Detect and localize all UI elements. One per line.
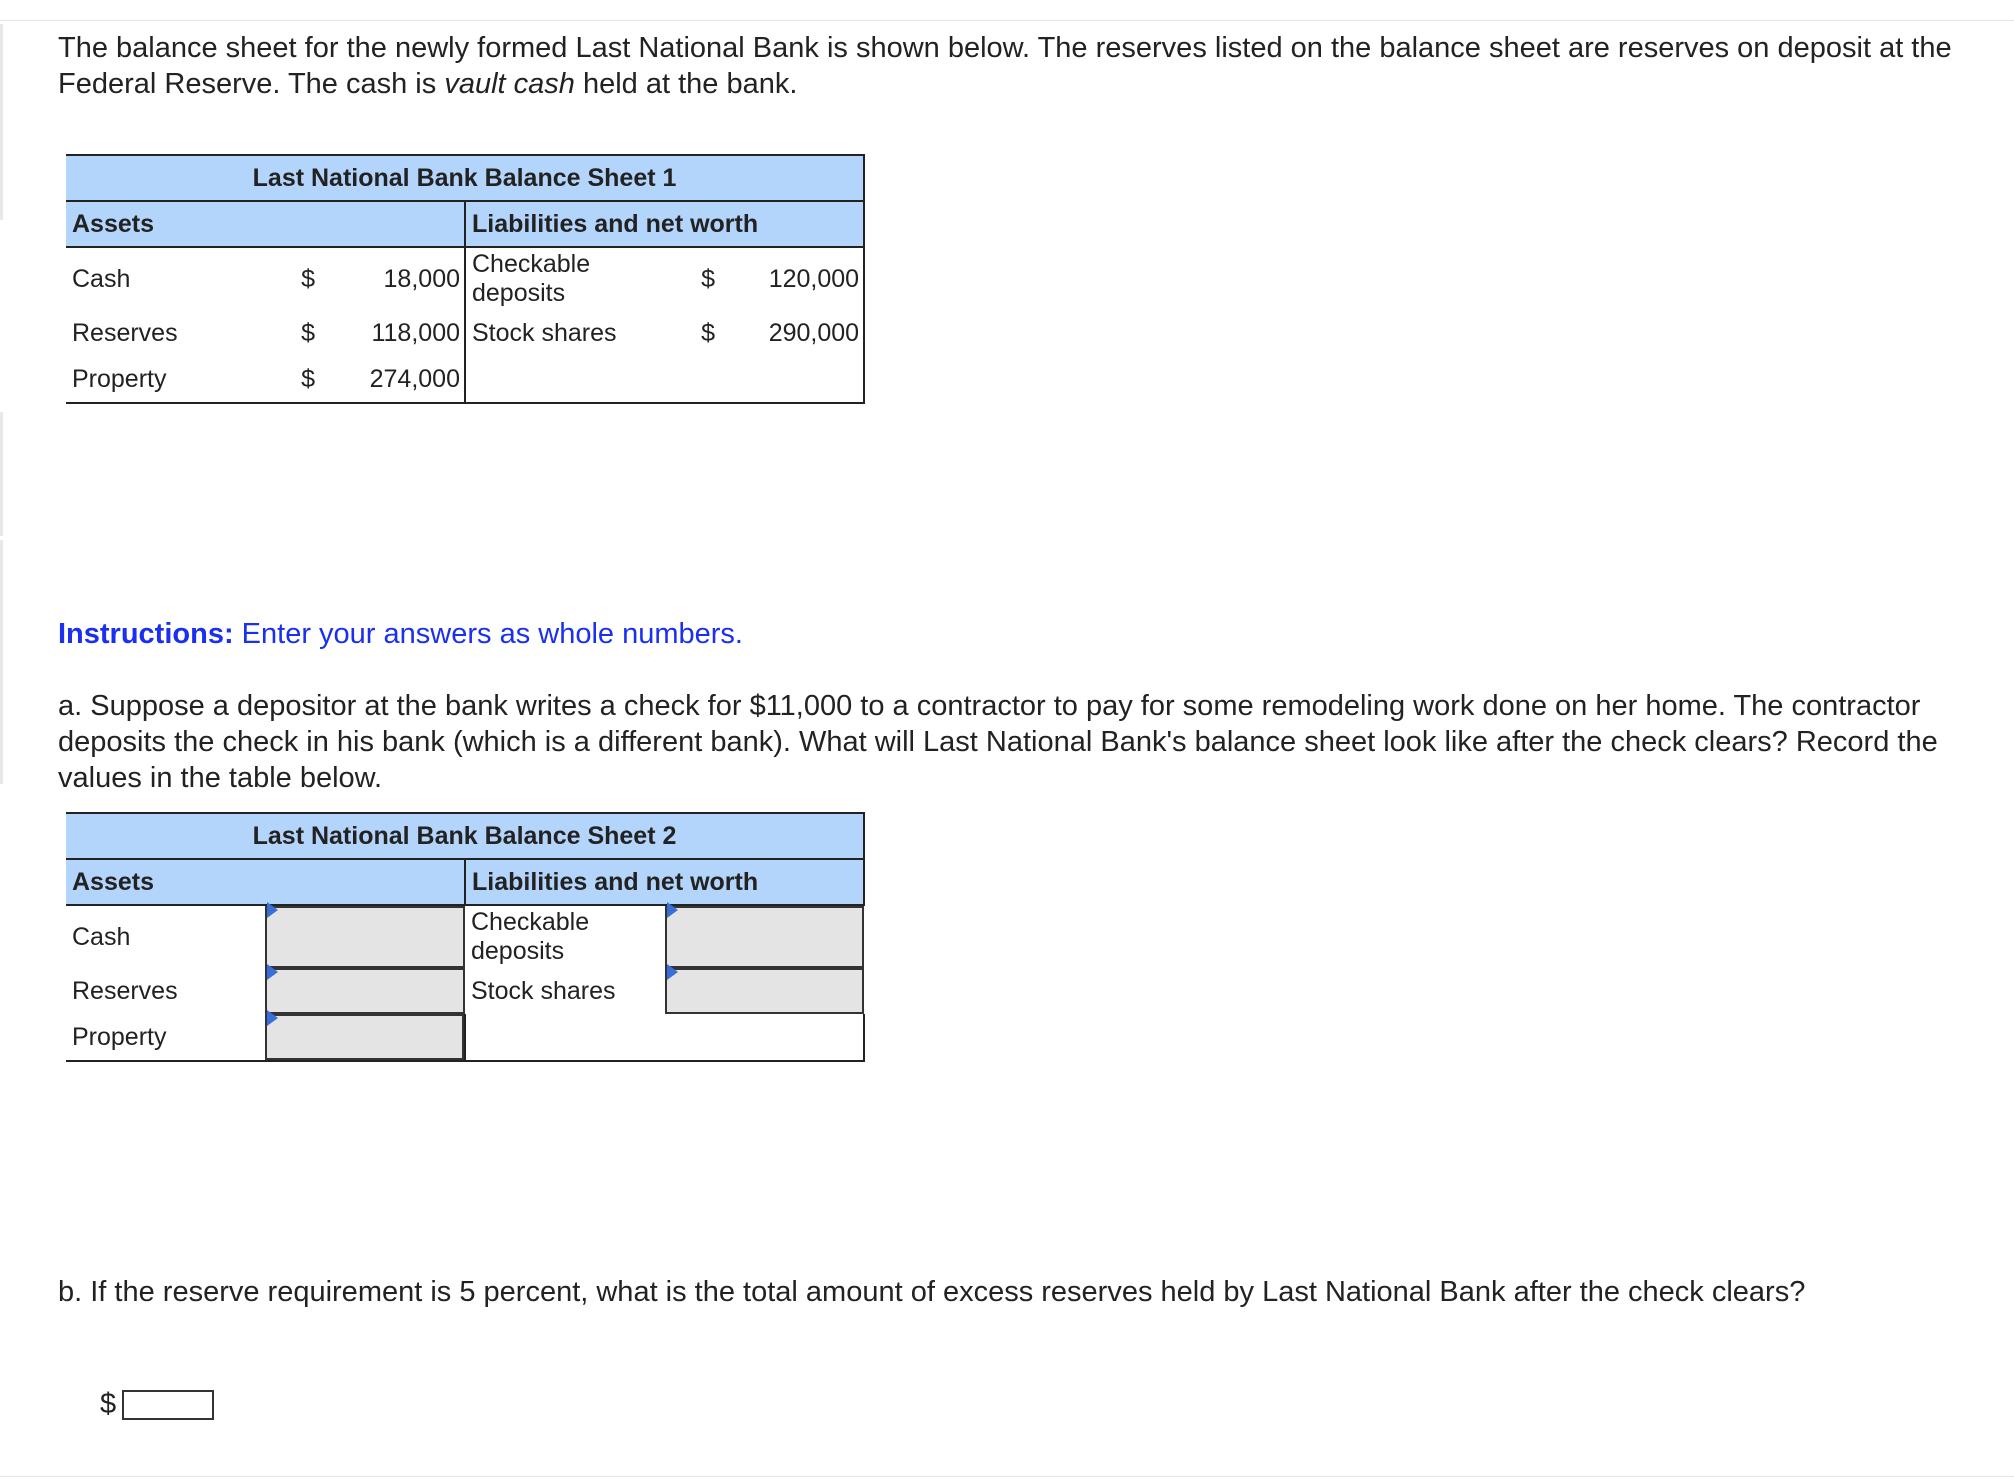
asset-symbol: $ (265, 356, 325, 403)
asset-label: Cash (72, 922, 131, 951)
left-edge-mark (0, 24, 3, 220)
liability-label: Stock shares (472, 318, 617, 347)
liability-label: Checkable deposits (472, 250, 591, 307)
asset-value: 18,000 (325, 247, 465, 310)
input-marker-icon (267, 1010, 278, 1026)
checkable-deposits-input[interactable] (665, 906, 864, 968)
liability-value: 120,000 (725, 247, 864, 310)
input-marker-icon (267, 964, 278, 980)
excess-reserves-answer (100, 1388, 214, 1421)
instructions: Instructions: Enter your answers as whole numbers. (58, 618, 743, 650)
excess-reserves-input[interactable] (122, 1390, 214, 1420)
checkable-deposits-input-cell (665, 905, 864, 968)
empty-cell (665, 356, 725, 403)
property-input-cell (265, 1014, 465, 1061)
bottom-divider (0, 1476, 2014, 1477)
question-a: a. Suppose a depositor at the bank writes a check for $11,000 to a contractor to pay for some remodeling work done on her home. The contractor deposits the check in his bank (which is a different bank). What will Last National Bank's balance sheet look like after the check clears? Record the values in the table below. (58, 690, 1938, 794)
liability-symbol: $ (701, 264, 715, 293)
asset-symbol: $ (301, 318, 315, 347)
asset-label: Reserves (72, 318, 178, 347)
stock-shares-input[interactable] (665, 968, 864, 1014)
asset-label: Reserves (72, 976, 178, 1005)
left-edge-mark (0, 412, 3, 536)
reserves-input-cell (265, 968, 465, 1014)
balance-sheet-2 (66, 812, 865, 1062)
input-marker-icon (267, 902, 278, 918)
asset-symbol: $ (301, 264, 315, 293)
asset-label: Property (66, 356, 265, 403)
liability-symbol: $ (701, 318, 715, 347)
stock-shares-input-cell (665, 968, 864, 1014)
property-input[interactable] (265, 1014, 464, 1060)
cash-input-cell (265, 905, 465, 968)
cash-input[interactable] (265, 906, 465, 968)
sheet-2-title: Last National Bank Balance Sheet 2 (66, 813, 864, 859)
intro-text: The balance sheet for the newly formed Last National Bank is shown below. The reserves listed on the balance sheet are reserves on deposit at the Federal Reserve. The cash is vault cash held at the bank. (58, 32, 1952, 100)
top-divider (0, 20, 2014, 21)
assets-header: Assets (66, 201, 465, 247)
empty-cell (465, 356, 665, 403)
asset-value: 274,000 (325, 356, 465, 403)
assets-header: Assets (66, 859, 465, 905)
liability-label: Checkable deposits (471, 908, 590, 965)
asset-label: Property (66, 1014, 265, 1061)
empty-cell (725, 356, 864, 403)
left-edge-mark (0, 540, 3, 784)
asset-label: Cash (72, 264, 131, 293)
asset-value: 118,000 (325, 310, 465, 356)
liabilities-header: Liabilities and net worth (465, 201, 864, 247)
empty-cell (465, 1014, 665, 1061)
liability-label: Stock shares (471, 976, 616, 1005)
empty-cell (665, 1014, 864, 1061)
question-b: b. If the reserve requirement is 5 percent, what is the total amount of excess reserves held by Last National Bank after the check clears? (58, 1276, 1806, 1308)
input-marker-icon (667, 902, 678, 918)
dollar-sign: $ (100, 1388, 117, 1420)
liability-value: 290,000 (725, 310, 864, 356)
balance-sheet-1 (66, 154, 865, 404)
liabilities-header: Liabilities and net worth (465, 859, 864, 905)
reserves-input[interactable] (265, 968, 465, 1014)
sheet-1-title: Last National Bank Balance Sheet 1 (66, 155, 864, 201)
input-marker-icon (667, 964, 678, 980)
